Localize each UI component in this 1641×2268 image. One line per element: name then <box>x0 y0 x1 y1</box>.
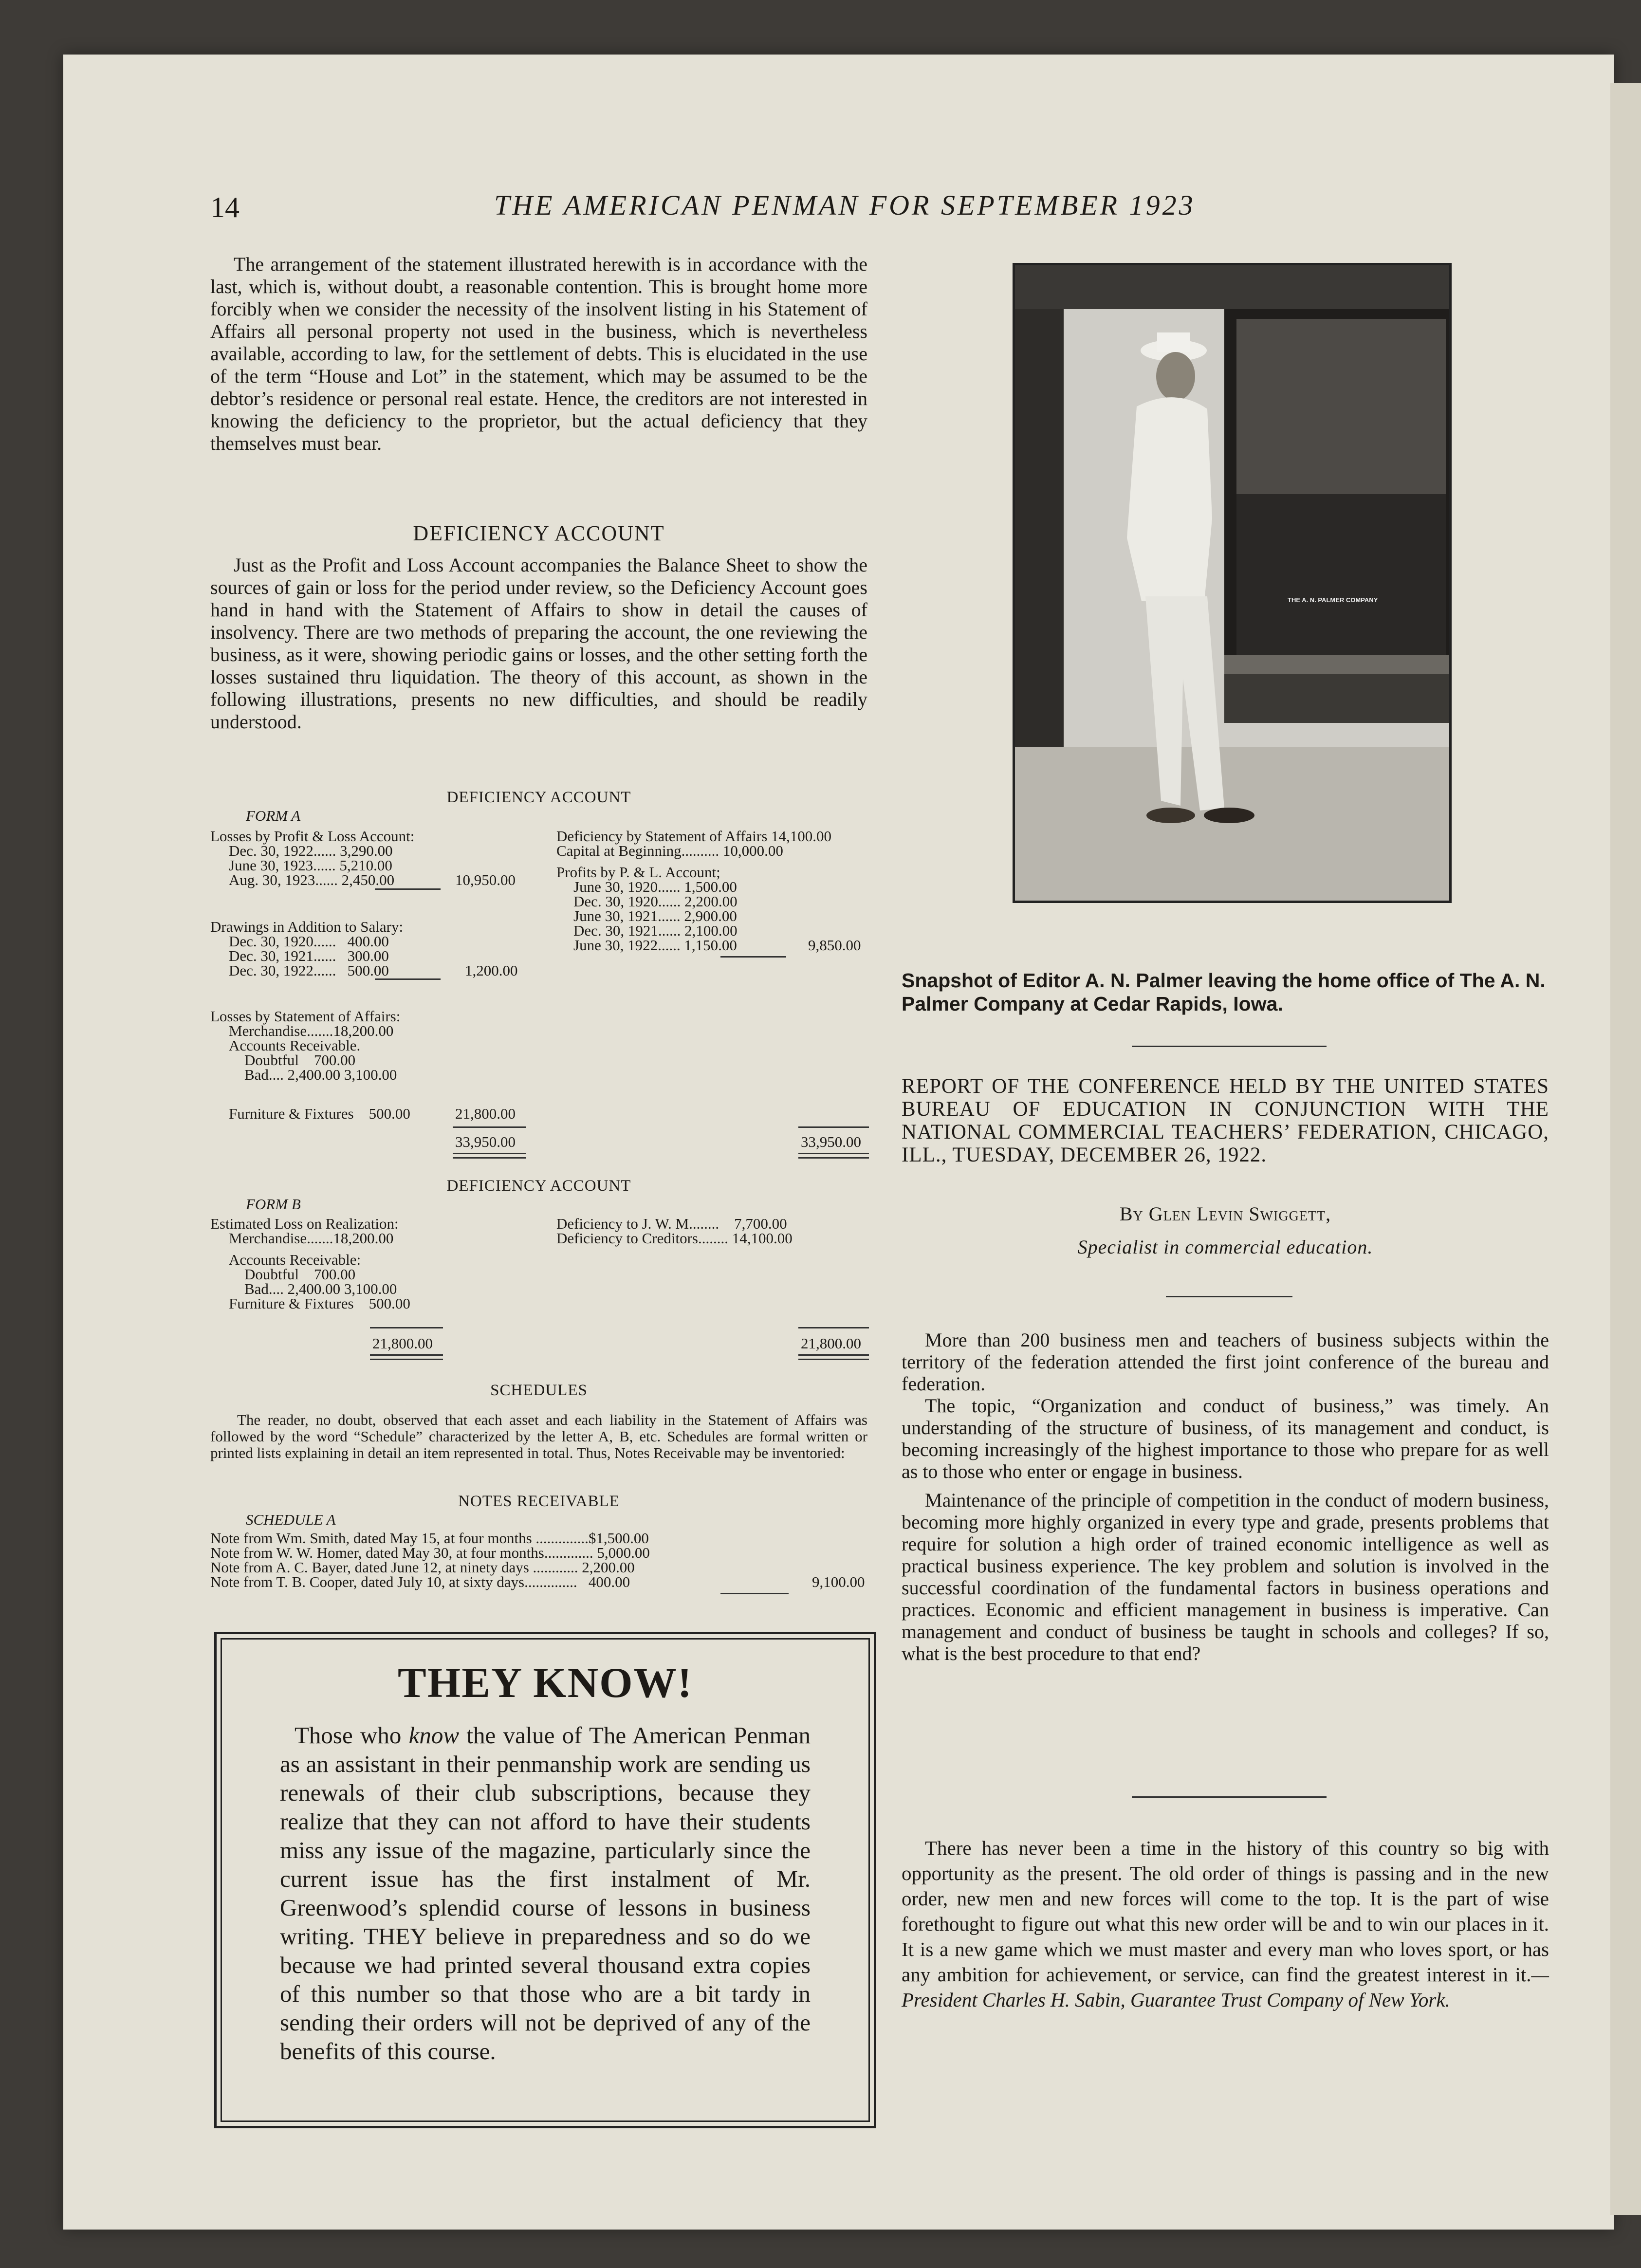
rule <box>798 1327 869 1328</box>
notes-label: SCHEDULE A <box>246 1511 336 1528</box>
notes-total: 9,100.00 <box>812 1573 865 1590</box>
byline: By Glen Levin Swiggett, <box>1119 1203 1331 1225</box>
line: Aug. 30, 1923...... 2,450.00 <box>229 871 395 888</box>
palmer-photo <box>1013 263 1452 903</box>
note-line: Note from T. B. Cooper, dated July 10, at sixty days.............. 400.00 <box>210 1573 630 1590</box>
form-a-label: FORM A <box>246 807 301 824</box>
rule <box>720 956 786 958</box>
line: Deficiency to Creditors........ 14,100.00 <box>556 1230 793 1247</box>
running-title: THE AMERICAN PENMAN FOR SEPTEMBER 1923 <box>494 189 1196 221</box>
line: June 30, 1921...... 2,900.00 <box>573 907 737 924</box>
rule <box>720 1593 789 1594</box>
rule <box>375 978 441 980</box>
line: Dec. 30, 1920...... 2,200.00 <box>573 893 738 910</box>
double-rule <box>370 1354 443 1360</box>
line: Losses by Statement of Affairs: <box>210 1008 401 1025</box>
sabin-quote <box>902 1835 1549 2012</box>
report-paragraph: Maintenance of the principle of competition in the conduct of modern business, becoming more highly organized in every type and grade, presents problems that require for solution a high order of trained economic intelligence as well as practical business experience. The key problem and solution is involved in the successful coordination of the fundamental factors in business operations and practices. Economic and efficient management in business is imperative. Can management and conduct of business be taught in schools and colleges? If so, what is the best procedure to that end? <box>902 1489 1549 1664</box>
ad-text-part: the value of The American Penman as an assistant in their penmanship work are sending us renewals of their club subscriptions, because they realize that they can not afford to have their students miss any issue of the magazine, particularly since the current issue has the first instalment of Mr. Greenwood’s splendid course of lessons in business writing. THEY believe in preparedness and so do we because we had printed several thousand extra copies of this number so that those who are a bit tardy in sending their orders will not be deprived of any of the benefits of this course. <box>280 1722 811 2065</box>
window-sign: THE A. N. PALMER COMPANY <box>1288 596 1378 604</box>
line: June 30, 1920...... 1,500.00 <box>573 878 737 895</box>
rule <box>1132 1796 1327 1798</box>
note-line: Note from Wm. Smith, dated May 15, at four months ..............$1,500.00 <box>210 1530 649 1547</box>
line: Profits by P. & L. Account; <box>556 864 720 881</box>
line: Bad.... 2,400.00 3,100.00 <box>244 1066 397 1083</box>
form-b-label: FORM B <box>246 1196 301 1213</box>
note-line: Note from W. W. Homer, dated May 30, at four months............. 5,000.00 <box>210 1544 650 1561</box>
line: Estimated Loss on Realization: <box>210 1215 399 1232</box>
rule <box>1132 1046 1327 1047</box>
line: Dec. 30, 1921...... 2,100.00 <box>573 922 738 939</box>
rule <box>798 1126 869 1128</box>
quote-attribution: —President Charles H. Sabin, Guarantee Trust Company of New York. <box>902 1963 1549 2011</box>
double-rule <box>798 1354 869 1360</box>
line: June 30, 1922...... 1,150.00 <box>573 937 737 954</box>
schedules-text: The reader, no doubt, observed that each asset and each liability in the Statement of Affairs was followed by the word “Schedule” characterized by the letter A, B, etc. Schedules are formal written or printed lists explaining in detail an item represented in total. Thus, Notes Receivable may be inventoried: <box>210 1411 867 1461</box>
page-number: 14 <box>210 191 240 223</box>
page-edge <box>1610 83 1641 2215</box>
note-line: Note from A. C. Bayer, dated June 12, at ninety days ............ 2,200.00 <box>210 1559 635 1576</box>
form-a-total-2: 1,200.00 <box>465 962 518 979</box>
quote-text: There has never been a time in the history of this country so big with opportunity as the present. The old order of things is passing and in the new order, new men and new forces will come to the top. It is the part of wise forethought to figure out what this new order will be and to win our places in it. It is a new game which we must master and every man who loves sport, or has any ambition for achievement, or service, can find the greatest interest in it. <box>902 1837 1549 1986</box>
report-body <box>902 1329 1549 1664</box>
form-b-title: DEFICIENCY ACCOUNT <box>446 1177 631 1195</box>
line: Dec. 30, 1920...... 400.00 <box>229 933 389 950</box>
line: Dec. 30, 1922...... 500.00 <box>229 962 389 979</box>
line: Merchandise.......18,200.00 <box>229 1022 394 1039</box>
form-a-title: DEFICIENCY ACCOUNT <box>446 789 631 806</box>
form-b-right-total: 21,800.00 <box>801 1335 861 1352</box>
they-know-ad <box>214 1632 876 2128</box>
form-a-total-4: 33,950.00 <box>455 1133 516 1150</box>
photo-illustration <box>1015 265 1449 901</box>
ad-text-part: Those who <box>295 1722 409 1749</box>
line: Furniture & Fixtures 500.00 <box>229 1105 410 1122</box>
section-paragraph: Just as the Profit and Loss Account accompanies the Balance Sheet to show the sources of gain or loss for the period under review, so the Deficiency Account goes hand in hand with the Statement of Affairs to show in detail the causes of insolvency. There are two methods of preparing the account, the one reviewing the business, as it were, showing periodic gains or losses, and the other setting forth the losses sustained thru liquidation. The theory of this account, as shown in the following illustrations, presents no new difficulties, and should be readily understood. <box>210 554 867 733</box>
line: Doubtful 700.00 <box>244 1051 356 1069</box>
notes-title: NOTES RECEIVABLE <box>458 1493 620 1510</box>
rule <box>375 888 441 890</box>
notes-lines <box>210 1530 794 1593</box>
form-a-right-total-2: 33,950.00 <box>801 1133 861 1150</box>
line: Dec. 30, 1921...... 300.00 <box>229 947 389 964</box>
report-paragraph: The topic, “Organization and conduct of business,” was timely. An understanding of the structure of business, of its management and conduct, is becoming increasingly of the highest importance to those who prepare for as well as to those who enter or engage in business. <box>902 1395 1549 1482</box>
double-rule <box>453 1153 526 1159</box>
line: June 30, 1923...... 5,210.00 <box>229 857 392 874</box>
form-a-total-1: 10,950.00 <box>455 871 516 888</box>
intro-paragraph: The arrangement of the statement illustrated herewith is in accordance with the last, which is, without doubt, a reasonable contention. This is brought home more forcibly when we consider the necessity of the insolvent listing in his Statement of Affairs all personal property not used in the business, which is nevertheless available, according to law, for the settlement of debts. This is elucidated in the use of the term “House and Lot” in the statement, which may be assumed to be the debtor’s residence or personal real estate. Hence, the creditors are not interested in knowing the deficiency to the proprietor, but the actual deficiency that they themselves must bear. <box>210 253 867 454</box>
line: Losses by Profit & Loss Account: <box>210 828 415 845</box>
line: Deficiency to J. W. M........ 7,700.00 <box>556 1215 787 1232</box>
line: Merchandise.......18,200.00 <box>229 1230 394 1247</box>
report-paragraph: More than 200 business men and teachers of business subjects within the territory of the federation attended the first joint conference of the bureau and federation. <box>902 1329 1549 1395</box>
ad-text-emphasis: know <box>408 1722 460 1749</box>
rule <box>370 1327 443 1328</box>
report-title: REPORT OF THE CONFERENCE HELD BY THE UNITED STATES BUREAU OF EDUCATION IN CONJUNCTION WITH THE NATIONAL COMMERCIAL TEACHERS’ FEDERATION, CHICAGO, ILL., TUESDAY, DECEMBER 26, 1922. <box>902 1075 1549 1166</box>
rule <box>1166 1296 1292 1297</box>
rule <box>453 1126 526 1128</box>
line: Dec. 30, 1922...... 3,290.00 <box>229 842 393 859</box>
section-heading: DEFICIENCY ACCOUNT <box>413 521 665 545</box>
form-b-left-lines <box>210 1215 527 1327</box>
line: Drawings in Addition to Salary: <box>210 918 404 935</box>
form-b-left-total: 21,800.00 <box>372 1335 433 1352</box>
photo-caption: Snapshot of Editor A. N. Palmer leaving the home office of The A. N. Palmer Company at Cedar Rapids, Iowa. <box>902 969 1546 1015</box>
line: Accounts Receivable: <box>229 1251 361 1268</box>
form-a-right-total-1: 9,850.00 <box>808 937 861 954</box>
form-a-total-3: 21,800.00 <box>455 1105 516 1122</box>
schedules-heading: SCHEDULES <box>490 1382 588 1399</box>
line: Deficiency by Statement of Affairs 14,100.00 <box>556 828 832 845</box>
line: Capital at Beginning.......... 10,000.00 <box>556 842 783 859</box>
form-b-right-lines <box>556 1215 878 1249</box>
double-rule <box>798 1153 869 1159</box>
line: Bad.... 2,400.00 3,100.00 <box>244 1280 397 1297</box>
ad-text <box>280 1721 811 2065</box>
ad-headline: THEY KNOW! <box>398 1660 693 1707</box>
byline-role: Specialist in commercial education. <box>1077 1236 1373 1258</box>
line: Accounts Receivable. <box>229 1037 361 1054</box>
line: Doubtful 700.00 <box>244 1266 356 1283</box>
line: Furniture & Fixtures 500.00 <box>229 1295 410 1312</box>
